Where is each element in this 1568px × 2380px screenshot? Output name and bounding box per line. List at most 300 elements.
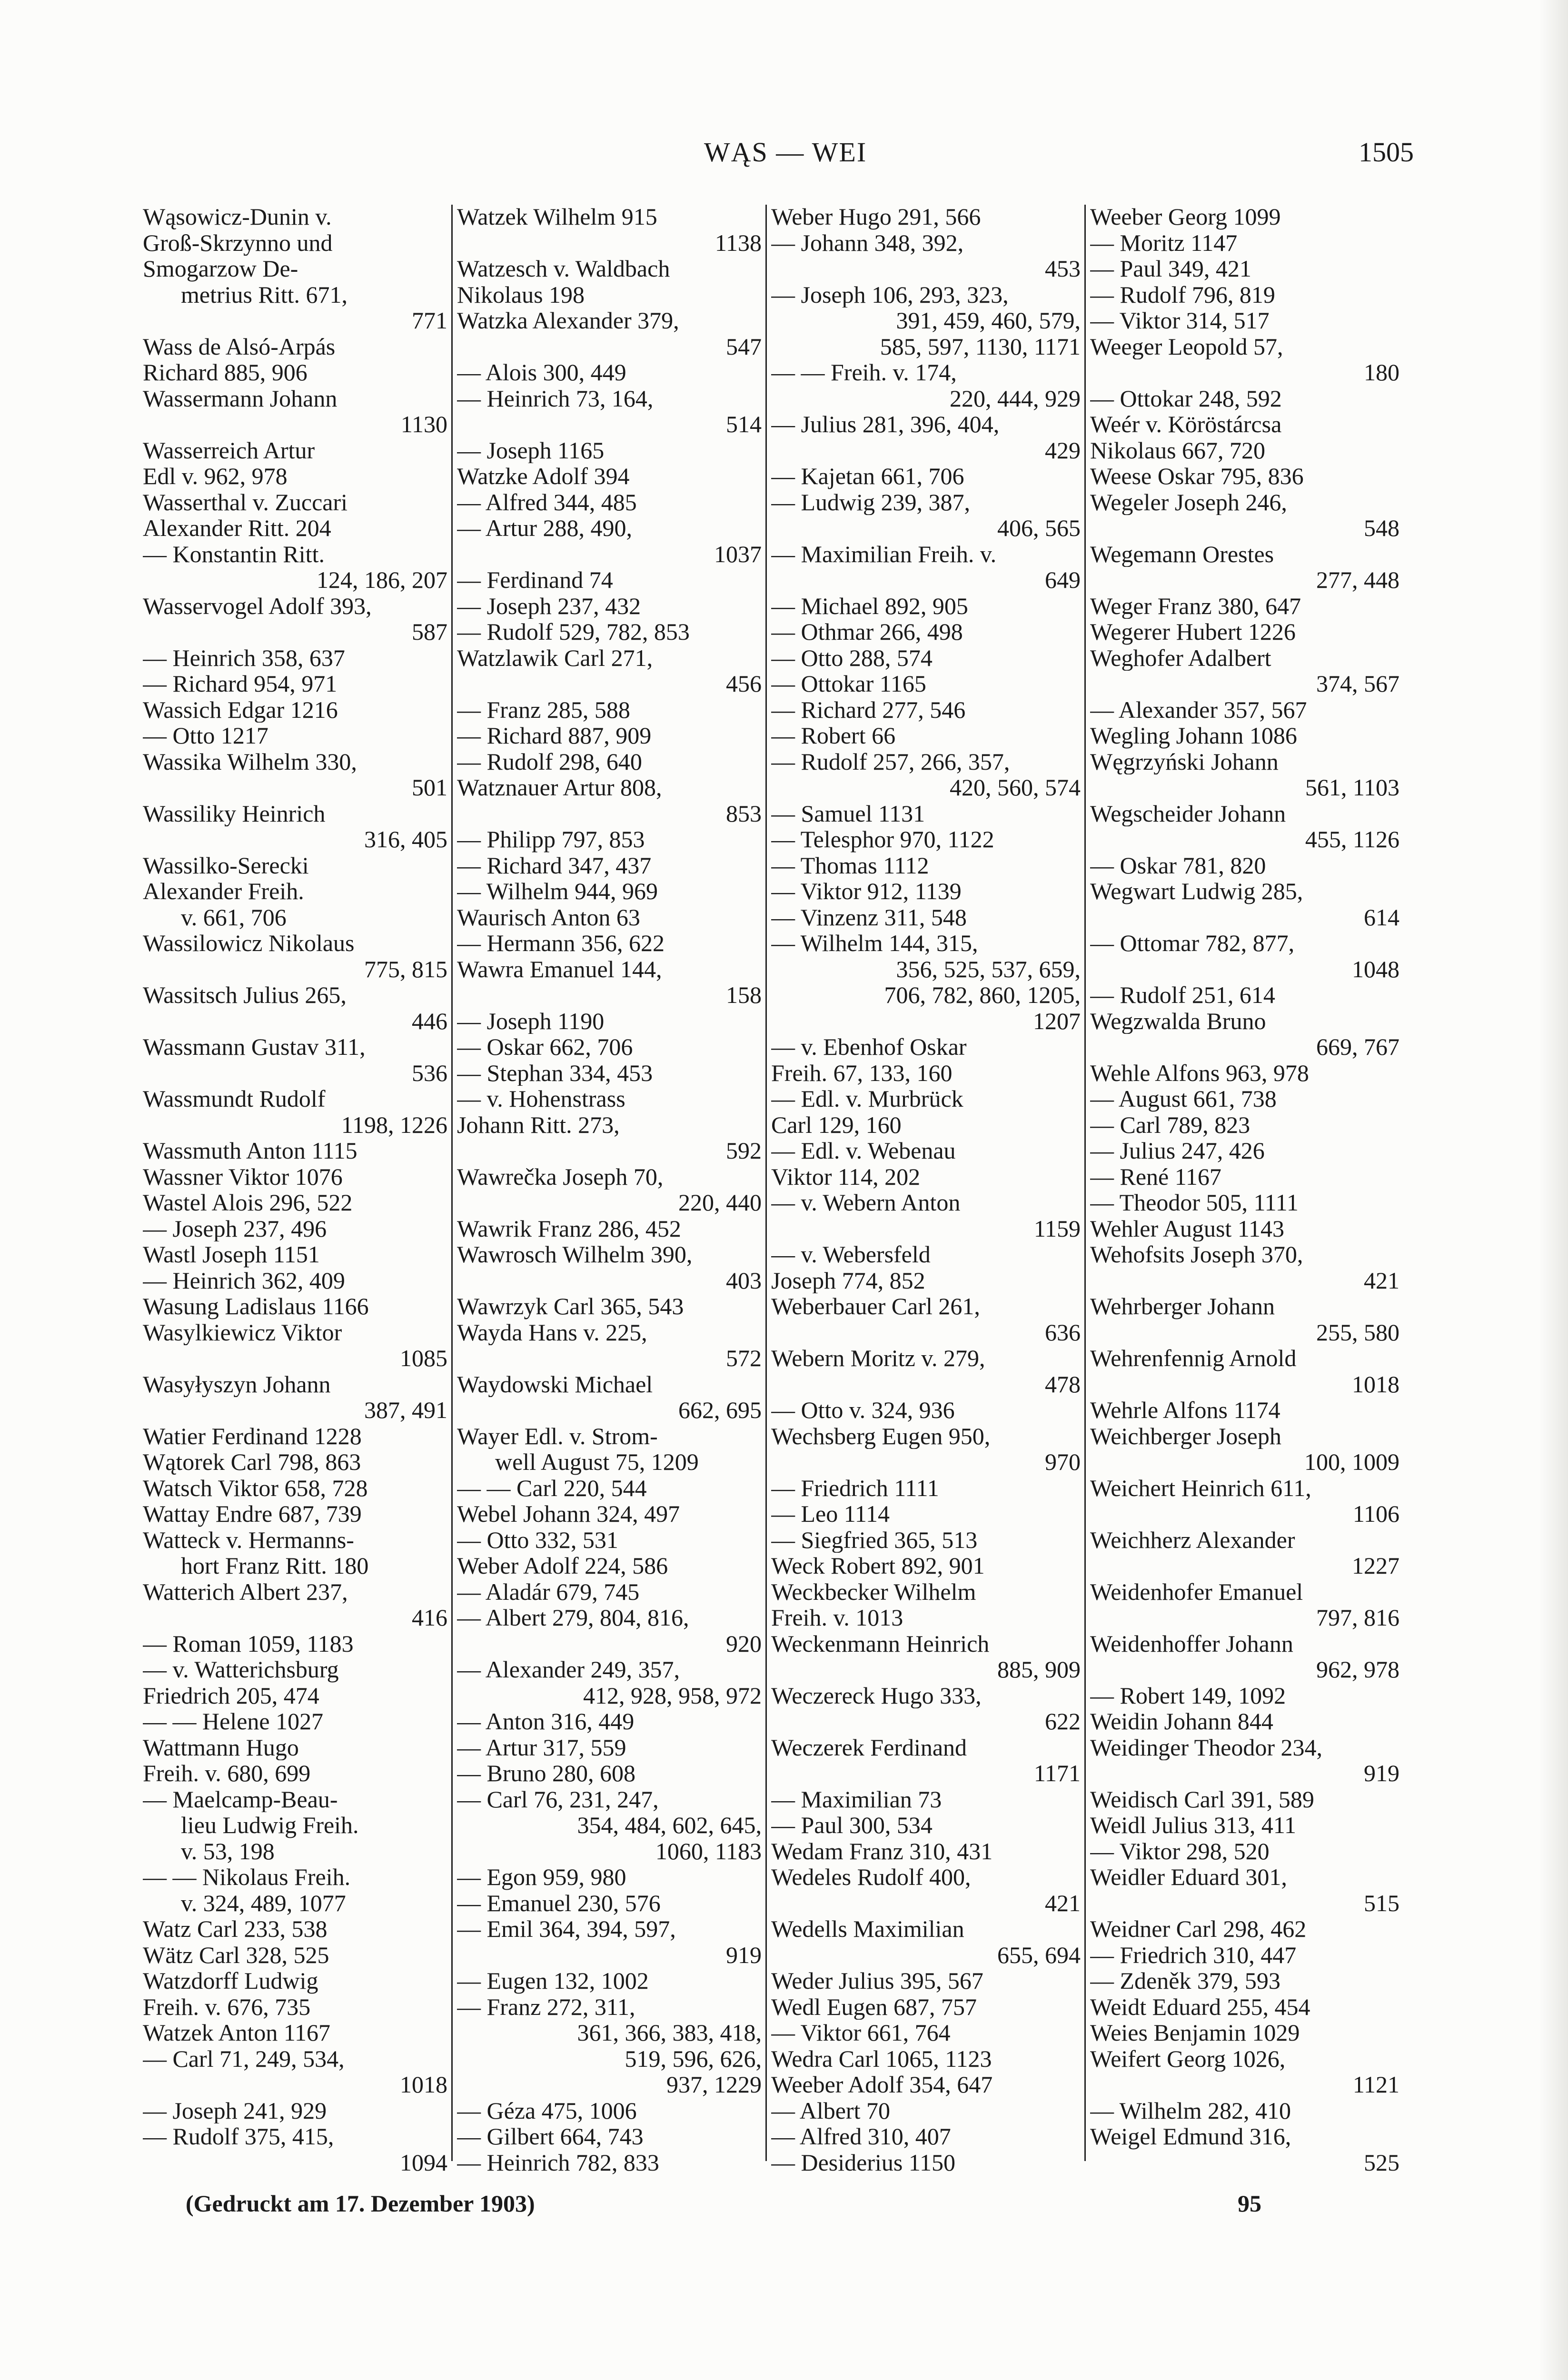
- index-entry-line: — René 1167: [1090, 1163, 1221, 1190]
- index-entry-line: — Géza 475, 1006: [457, 2097, 637, 2123]
- index-entry-line: — August 661, 738: [1090, 1086, 1277, 1112]
- index-entry-line: Wawrik Franz 286, 452: [457, 1215, 681, 1241]
- index-entry-line: Wehofsits Joseph 370,: [1090, 1241, 1303, 1268]
- index-entry-line: 412, 928, 958, 972: [583, 1682, 762, 1708]
- index-entry-line: — Robert 149, 1092: [1090, 1682, 1286, 1708]
- index-entry-line: 937, 1229: [666, 2072, 762, 2098]
- index-entry-line: Freih. v. 1013: [771, 1605, 903, 1631]
- index-entry-line: Wayda Hans v. 225,: [457, 1319, 647, 1345]
- index-entry-line: Carl 129, 160: [771, 1111, 902, 1138]
- index-entry-line: 636: [1045, 1319, 1081, 1345]
- index-entry-line: — — Freih. v. 174,: [771, 359, 957, 386]
- index-entry-line: Wassitsch Julius 265,: [143, 982, 347, 1008]
- index-entry-line: — Ottomar 782, 877,: [1090, 930, 1295, 956]
- index-entry-line: Weidenhoffer Johann: [1090, 1630, 1293, 1656]
- index-entry-line: — Alfred 310, 407: [771, 2123, 951, 2150]
- index-entry-line: — Wilhelm 944, 969: [457, 878, 658, 904]
- column-rule: [1084, 205, 1086, 2161]
- print-date: (Gedruckt am 17. Dezember 1903): [186, 2190, 535, 2217]
- index-entry-line: 277, 448: [1316, 567, 1399, 593]
- index-entry-line: Wasyłyszyn Johann: [143, 1371, 331, 1397]
- index-entry-line: Weeber Georg 1099: [1090, 204, 1281, 230]
- index-entry-line: — Julius 247, 426: [1090, 1138, 1265, 1164]
- index-entry-line: 420, 560, 574: [950, 774, 1081, 801]
- index-entry-line: Wedeles Rudolf 400,: [771, 1864, 971, 1890]
- index-entry-line: 1048: [1352, 956, 1399, 982]
- index-entry-line: — Otto 288, 574: [771, 645, 933, 671]
- index-entry-line: Watzke Adolf 394: [457, 463, 630, 489]
- column-1: [143, 204, 447, 2174]
- index-entry-line: 920: [726, 1630, 762, 1656]
- index-entry-line: 220, 440: [678, 1190, 762, 1216]
- index-entry-line: — v. Webersfeld: [771, 1241, 931, 1268]
- index-entry-line: Watzesch v. Waldbach: [457, 256, 670, 282]
- index-entry-line: Watsch Viktor 658, 728: [143, 1475, 368, 1501]
- index-entry-line: Weder Julius 395, 567: [771, 1968, 983, 1994]
- index-entry-line: 614: [1364, 904, 1399, 930]
- index-entry-line: Wawrzyk Carl 365, 543: [457, 1293, 684, 1319]
- index-entry-line: — Edl. v. Webenau: [771, 1138, 956, 1164]
- index-entry-line: Weér v. Köröstárcsa: [1090, 411, 1282, 437]
- index-entry-line: Wegerer Hubert 1226: [1090, 619, 1296, 645]
- index-entry-line: — Joseph 241, 929: [143, 2097, 327, 2123]
- index-entry-line: — Wilhelm 282, 410: [1090, 2097, 1291, 2123]
- index-entry-line: — Friedrich 1111: [771, 1475, 939, 1501]
- index-entry-line: Weichert Heinrich 611,: [1090, 1475, 1311, 1501]
- index-entry-line: 356, 525, 537, 659,: [896, 956, 1081, 982]
- index-entry-line: Weeber Adolf 354, 647: [771, 2072, 993, 2098]
- index-entry-line: — Alfred 344, 485: [457, 489, 637, 515]
- column-rule: [451, 205, 453, 2161]
- index-entry-line: Weberbauer Carl 261,: [771, 1293, 980, 1319]
- index-entry-line: 1207: [1033, 1008, 1081, 1034]
- index-entry-line: Weidl Julius 313, 411: [1090, 1812, 1297, 1838]
- index-entry-line: — — Carl 220, 544: [457, 1475, 647, 1501]
- index-entry-line: Weifert Georg 1026,: [1090, 2045, 1286, 2072]
- index-entry-line: 655, 694: [997, 1942, 1081, 1968]
- index-entry-line: Wawrosch Wilhelm 390,: [457, 1241, 693, 1268]
- index-entry-line: Wassmuth Anton 1115: [143, 1138, 357, 1164]
- column-3: [771, 204, 1081, 2174]
- index-entry-line: Weber Adolf 224, 586: [457, 1553, 668, 1579]
- index-entry-line: Weber Hugo 291, 566: [771, 204, 981, 230]
- index-entry-line: 416: [412, 1605, 447, 1631]
- index-entry-line: — v. Watterichsburg: [143, 1656, 339, 1683]
- index-entry-line: — Ludwig 239, 387,: [771, 489, 971, 515]
- index-entry-line: Wassilko-Serecki: [143, 852, 309, 878]
- index-entry-line: 919: [726, 1942, 762, 1968]
- index-entry-line: Freih. 67, 133, 160: [771, 1060, 953, 1086]
- page-header: [143, 136, 1428, 174]
- index-entry-line: — Egon 959, 980: [457, 1864, 626, 1890]
- index-entry-line: 662, 695: [678, 1397, 762, 1423]
- index-entry-line: Watzlawik Carl 271,: [457, 645, 653, 671]
- index-entry-line: — Zdeněk 379, 593: [1090, 1968, 1280, 1994]
- index-entry-line: Johann Ritt. 273,: [457, 1111, 620, 1138]
- index-entry-line: — Alexander 249, 357,: [457, 1656, 680, 1683]
- index-entry-line: — Desiderius 1150: [771, 2149, 955, 2174]
- index-entry-line: Wassilowicz Nikolaus: [143, 930, 355, 956]
- index-entry-line: — Viktor 298, 520: [1090, 1838, 1270, 1864]
- index-entry-line: — Joseph 237, 496: [143, 1215, 327, 1241]
- index-entry-line: — Edl. v. Murbrück: [771, 1086, 963, 1112]
- index-entry-line: — — Nikolaus Freih.: [143, 1864, 351, 1890]
- index-entry-line: Wedam Franz 310, 431: [771, 1838, 993, 1864]
- index-entry-line: — Hermann 356, 622: [457, 930, 665, 956]
- index-entry-line: — Joseph 1165: [457, 437, 605, 463]
- index-entry-line: — Carl 76, 231, 247,: [457, 1786, 659, 1812]
- index-entry-line: well August 75, 1209: [495, 1449, 699, 1475]
- index-entry-line: — Thomas 1112: [771, 852, 929, 878]
- index-entry-line: 456: [726, 671, 762, 697]
- index-entry-line: 1060, 1183: [655, 1838, 762, 1864]
- index-entry-line: 124, 186, 207: [317, 567, 447, 593]
- index-entry-line: — Julius 281, 396, 404,: [771, 411, 1000, 437]
- index-entry-line: Watteck v. Hermanns-: [143, 1527, 354, 1553]
- index-entry-line: 1094: [400, 2149, 447, 2174]
- index-entry-line: — Viktor 661, 764: [771, 2020, 951, 2046]
- index-entry-line: — Philipp 797, 853: [457, 826, 645, 853]
- index-entry-line: Wehrenfennig Arnold: [1090, 1345, 1297, 1371]
- index-entry-line: — Michael 892, 905: [771, 593, 968, 619]
- index-entry-line: — Rudolf 298, 640: [457, 748, 642, 774]
- index-entry-line: Watznauer Artur 808,: [457, 774, 662, 801]
- index-entry-line: 1227: [1352, 1553, 1399, 1579]
- index-entry-line: Wawrečka Joseph 70,: [457, 1163, 664, 1190]
- index-entry-line: Weghofer Adalbert: [1090, 645, 1271, 671]
- index-entry-line: Watzek Anton 1167: [143, 2020, 331, 2046]
- running-head: WĄS — WEI: [704, 137, 867, 168]
- index-entry-line: v. 324, 489, 1077: [181, 1890, 346, 1916]
- index-entry-line: Wasserthal v. Zuccari: [143, 489, 348, 515]
- index-entry-line: Wasylkiewicz Viktor: [143, 1319, 342, 1345]
- index-entry-line: — Otto 1217: [143, 723, 268, 749]
- index-entry-line: Weidin Johann 844: [1090, 1708, 1273, 1735]
- index-entry-line: — Bruno 280, 608: [457, 1760, 635, 1786]
- index-entry-line: Wedl Eugen 687, 757: [771, 1993, 977, 2020]
- index-entry-line: Wass de Alsó-Arpás: [143, 333, 336, 359]
- index-entry-line: Wątorek Carl 798, 863: [143, 1449, 361, 1475]
- index-entry-line: — Johann 348, 392,: [771, 229, 964, 256]
- index-entry-line: Wegling Johann 1086: [1090, 723, 1297, 749]
- index-entry-line: Watzdorff Ludwig: [143, 1968, 318, 1994]
- index-entry-line: Wegwart Ludwig 285,: [1090, 878, 1303, 904]
- index-entry-line: metrius Ritt. 671,: [181, 281, 347, 307]
- index-entry-line: 587: [412, 619, 447, 645]
- index-entry-line: Wassermann Johann: [143, 385, 337, 411]
- index-entry-line: — Oskar 662, 706: [457, 1034, 633, 1060]
- index-entry-line: Wehle Alfons 963, 978: [1090, 1060, 1309, 1086]
- index-entry-line: — Artur 317, 559: [457, 1734, 626, 1760]
- index-entry-line: 669, 767: [1316, 1034, 1399, 1060]
- index-entry-line: 1198, 1226: [341, 1111, 447, 1138]
- index-entry-line: — Maximilian 73: [771, 1786, 942, 1812]
- index-entry-line: — Anton 316, 449: [457, 1708, 635, 1735]
- index-entry-line: Weeger Leopold 57,: [1090, 333, 1283, 359]
- index-entry-line: — Rudolf 251, 614: [1090, 982, 1275, 1008]
- index-entry-line: 387, 491: [364, 1397, 447, 1423]
- column-rule: [765, 205, 767, 2161]
- index-entry-line: 797, 816: [1316, 1605, 1399, 1631]
- index-entry-line: Watzek Wilhelm 915: [457, 204, 657, 230]
- index-entry-line: hort Franz Ritt. 180: [181, 1553, 369, 1579]
- index-entry-line: Wassner Viktor 1076: [143, 1163, 343, 1190]
- index-entry-line: 585, 597, 1130, 1171: [880, 333, 1081, 359]
- index-entry-line: Wehrle Alfons 1174: [1090, 1397, 1280, 1423]
- index-entry-line: Weczerek Ferdinand: [771, 1734, 967, 1760]
- index-entry-line: — Alexander 357, 567: [1090, 696, 1307, 723]
- index-entry-line: Weidner Carl 298, 462: [1090, 1916, 1307, 1942]
- index-entry-line: Weese Oskar 795, 836: [1090, 463, 1304, 489]
- index-entry-line: 706, 782, 860, 1205,: [884, 982, 1081, 1008]
- index-entry-line: 100, 1009: [1304, 1449, 1399, 1475]
- index-entry-line: Nikolaus 198: [457, 281, 585, 307]
- index-entry-line: — v. Hohenstrass: [457, 1086, 625, 1112]
- index-entry-line: Groß-Skrzynno und: [143, 229, 333, 256]
- index-entry-line: Waurisch Anton 63: [457, 904, 640, 930]
- index-entry-line: Webel Johann 324, 497: [457, 1501, 680, 1527]
- index-entry-line: Waydowski Michael: [457, 1371, 653, 1397]
- index-entry-line: 354, 484, 602, 645,: [577, 1812, 762, 1838]
- index-entry-line: — Rudolf 529, 782, 853: [457, 619, 690, 645]
- index-entry-line: — Stephan 334, 453: [457, 1060, 653, 1086]
- index-entry-line: 421: [1364, 1267, 1399, 1293]
- index-entry-line: — Carl 789, 823: [1090, 1111, 1250, 1138]
- index-entry-line: — Friedrich 310, 447: [1090, 1942, 1297, 1968]
- index-entry-line: Wasserreich Artur: [143, 437, 315, 463]
- index-entry-line: 453: [1045, 256, 1081, 282]
- index-entry-line: Wassiliky Heinrich: [143, 800, 326, 826]
- index-entry-line: 548: [1364, 515, 1399, 541]
- index-entry-line: — Richard 347, 437: [457, 852, 652, 878]
- index-entry-line: Weidinger Theodor 234,: [1090, 1734, 1322, 1760]
- index-entry-line: 478: [1045, 1371, 1081, 1397]
- index-entry-line: Wegemann Orestes: [1090, 541, 1274, 567]
- index-entry-line: Wattmann Hugo: [143, 1734, 299, 1760]
- page-footer: [186, 2190, 1280, 2223]
- index-entry-line: Wattay Endre 687, 739: [143, 1501, 362, 1527]
- index-entry-line: 1130: [400, 411, 447, 437]
- index-entry-line: Smogarzow De-: [143, 256, 298, 282]
- index-entry-line: Joseph 774, 852: [771, 1267, 925, 1293]
- index-entry-line: — Aladár 679, 745: [457, 1578, 640, 1605]
- index-entry-line: 220, 444, 929: [950, 385, 1081, 411]
- index-entry-line: Weigel Edmund 316,: [1090, 2123, 1291, 2150]
- index-entry-line: Watterich Albert 237,: [143, 1578, 348, 1605]
- index-entry-line: Węgrzyński Johann: [1090, 748, 1279, 774]
- index-entry-line: Wätz Carl 328, 525: [143, 1942, 329, 1968]
- index-entry-line: — Otto 332, 531: [457, 1527, 618, 1553]
- index-entry-line: — Paul 349, 421: [1090, 256, 1251, 282]
- index-entry-line: 775, 815: [364, 956, 447, 982]
- index-entry-line: — Leo 1114: [771, 1501, 890, 1527]
- index-entry-line: 1138: [715, 229, 762, 256]
- index-entry-line: — Konstantin Ritt.: [143, 541, 325, 567]
- index-entry-line: lieu Ludwig Freih.: [181, 1812, 359, 1838]
- index-entry-line: 519, 596, 626,: [625, 2045, 762, 2072]
- index-entry-line: 361, 366, 383, 418,: [577, 2020, 762, 2046]
- index-entry-line: Watier Ferdinand 1228: [143, 1423, 362, 1449]
- index-entry-line: — Theodor 505, 1111: [1090, 1190, 1299, 1216]
- index-entry-line: — Moritz 1147: [1090, 229, 1238, 256]
- index-entry-line: — Franz 285, 588: [457, 696, 630, 723]
- index-entry-line: — Otto v. 324, 936: [771, 1397, 955, 1423]
- index-entry-line: Freih. v. 676, 735: [143, 1993, 311, 2020]
- index-entry-line: — Joseph 1190: [457, 1008, 605, 1034]
- index-entry-line: 885, 909: [997, 1656, 1081, 1683]
- column-4: [1090, 204, 1399, 2174]
- index-entry-line: 1018: [400, 2072, 447, 2098]
- index-entry-line: Wasservogel Adolf 393,: [143, 593, 372, 619]
- index-entry-line: — Heinrich 73, 164,: [457, 385, 654, 411]
- index-entry-line: 180: [1364, 359, 1399, 386]
- index-entry-line: Wastl Joseph 1151: [143, 1241, 320, 1268]
- index-entry-line: — Ferdinand 74: [457, 567, 613, 593]
- index-entry-line: 970: [1045, 1449, 1081, 1475]
- index-entry-line: Weczereck Hugo 333,: [771, 1682, 982, 1708]
- index-entry-line: Weichberger Joseph: [1090, 1423, 1281, 1449]
- index-entry-line: Nikolaus 667, 720: [1090, 437, 1266, 463]
- index-entry-line: Watzka Alexander 379,: [457, 307, 679, 334]
- index-entry-line: 592: [726, 1138, 762, 1164]
- index-entry-line: Wasung Ladislaus 1166: [143, 1293, 369, 1319]
- index-entry-line: — Eugen 132, 1002: [457, 1968, 649, 1994]
- index-entry-line: 1037: [714, 541, 762, 567]
- index-entry-line: 446: [412, 1008, 447, 1034]
- index-entry-line: 374, 567: [1316, 671, 1399, 697]
- index-entry-line: Wegeler Joseph 246,: [1090, 489, 1287, 515]
- index-entry-line: 1085: [400, 1345, 447, 1371]
- index-entry-line: — Kajetan 661, 706: [771, 463, 964, 489]
- index-entry-line: Wehler August 1143: [1090, 1215, 1284, 1241]
- index-entry-line: 255, 580: [1316, 1319, 1399, 1345]
- index-entry-line: — Emanuel 230, 576: [457, 1890, 661, 1916]
- index-entry-line: — Heinrich 362, 409: [143, 1267, 345, 1293]
- index-entry-line: Wassmann Gustav 311,: [143, 1034, 366, 1060]
- index-entry-line: — Oskar 781, 820: [1090, 852, 1266, 878]
- index-entry-line: Alexander Freih.: [143, 878, 304, 904]
- index-entry-line: — Viktor 912, 1139: [771, 878, 962, 904]
- index-entry-line: — Richard 887, 909: [457, 723, 652, 749]
- index-entry-line: 1121: [1352, 2072, 1399, 2098]
- index-entry-line: Wawra Emanuel 144,: [457, 956, 662, 982]
- index-entry-line: — Albert 279, 804, 816,: [457, 1605, 689, 1631]
- index-entry-line: Weger Franz 380, 647: [1090, 593, 1301, 619]
- index-entry-line: Webern Moritz v. 279,: [771, 1345, 985, 1371]
- index-entry-line: v. 53, 198: [181, 1838, 275, 1864]
- index-entry-line: — Rudolf 375, 415,: [143, 2123, 334, 2150]
- index-entry-line: 622: [1045, 1708, 1081, 1735]
- column-2: [457, 204, 762, 2174]
- index-entry-line: — Joseph 106, 293, 323,: [771, 281, 1009, 307]
- index-entry-line: 853: [726, 800, 762, 826]
- index-entry-line: Wedells Maximilian: [771, 1916, 964, 1942]
- index-entry-line: Weckbecker Wilhelm: [771, 1578, 976, 1605]
- page-number: 1505: [1359, 137, 1414, 168]
- index-entry-line: 1159: [1033, 1215, 1081, 1241]
- index-entry-line: Watz Carl 233, 538: [143, 1916, 327, 1942]
- index-entry-line: — Siegfried 365, 513: [771, 1527, 978, 1553]
- index-entry-line: — Alois 300, 449: [457, 359, 626, 386]
- index-entry-line: 501: [412, 774, 447, 801]
- index-entry-line: — Artur 288, 490,: [457, 515, 633, 541]
- index-entry-line: — Vinzenz 311, 548: [771, 904, 967, 930]
- index-entry-line: 547: [726, 333, 762, 359]
- index-entry-line: — Telesphor 970, 1122: [771, 826, 994, 853]
- index-entry-line: — Emil 364, 394, 597,: [457, 1916, 676, 1942]
- index-entry-line: Friedrich 205, 474: [143, 1682, 319, 1708]
- index-entry-line: — Rudolf 796, 819: [1090, 281, 1275, 307]
- index-entry-line: Freih. v. 680, 699: [143, 1760, 311, 1786]
- index-entry-line: Wehrberger Johann: [1090, 1293, 1275, 1319]
- index-entry-line: — Wilhelm 144, 315,: [771, 930, 978, 956]
- index-entry-line: Weidenhofer Emanuel: [1090, 1578, 1303, 1605]
- index-entry-line: 525: [1364, 2149, 1399, 2174]
- index-entry-line: — Viktor 314, 517: [1090, 307, 1270, 334]
- index-entry-line: — Joseph 237, 432: [457, 593, 641, 619]
- index-entry-line: — Samuel 1131: [771, 800, 925, 826]
- index-entry-line: Weckenmann Heinrich: [771, 1630, 990, 1656]
- index-entry-line: 561, 1103: [1305, 774, 1399, 801]
- index-entry-line: 536: [412, 1060, 447, 1086]
- index-entry-line: 1106: [1352, 1501, 1399, 1527]
- index-entry-line: — Richard 277, 546: [771, 696, 966, 723]
- index-entry-line: 403: [726, 1267, 762, 1293]
- index-entry-line: — Ottokar 248, 592: [1090, 385, 1282, 411]
- index-entry-line: — Carl 71, 249, 534,: [143, 2045, 345, 2072]
- index-entry-line: Wegscheider Johann: [1090, 800, 1286, 826]
- index-entry-line: 1171: [1033, 1760, 1081, 1786]
- index-entry-line: — Heinrich 358, 637: [143, 645, 345, 671]
- index-entry-line: Wedra Carl 1065, 1123: [771, 2045, 992, 2072]
- index-entry-line: — Ottokar 1165: [771, 671, 926, 697]
- index-entry-line: — Gilbert 664, 743: [457, 2123, 644, 2150]
- index-entry-line: — Maelcamp-Beau-: [143, 1786, 338, 1812]
- index-entry-line: Weidisch Carl 391, 589: [1090, 1786, 1314, 1812]
- index-entry-line: — Othmar 266, 498: [771, 619, 963, 645]
- index-entry-line: — Heinrich 782, 833: [457, 2149, 659, 2174]
- index-entry-line: Weidler Eduard 301,: [1090, 1864, 1287, 1890]
- index-entry-line: 962, 978: [1316, 1656, 1399, 1683]
- index-entry-line: Wassmundt Rudolf: [143, 1086, 326, 1112]
- index-entry-line: Weck Robert 892, 901: [771, 1553, 985, 1579]
- index-entry-line: Wegzwalda Bruno: [1090, 1008, 1266, 1034]
- signature-mark: 95: [1238, 2190, 1261, 2217]
- index-entry-line: Wastel Alois 296, 522: [143, 1190, 353, 1216]
- index-entry-line: — Albert 70: [771, 2097, 890, 2123]
- index-entry-line: — — Helene 1027: [143, 1708, 324, 1735]
- index-entry-line: Wayer Edl. v. Strom-: [457, 1423, 658, 1449]
- index-entry-line: Wassich Edgar 1216: [143, 696, 338, 723]
- index-entry-line: 406, 565: [997, 515, 1081, 541]
- index-entry-line: — Richard 954, 971: [143, 671, 337, 697]
- index-entry-line: 1018: [1352, 1371, 1399, 1397]
- index-entry-line: v. 661, 706: [181, 904, 287, 930]
- index-entry-line: — Franz 272, 311,: [457, 1993, 635, 2020]
- index-entry-line: Viktor 114, 202: [771, 1163, 921, 1190]
- index-entry-line: Weidt Eduard 255, 454: [1090, 1993, 1310, 2020]
- index-entry-line: 421: [1045, 1890, 1081, 1916]
- index-entry-line: Richard 885, 906: [143, 359, 308, 386]
- index-entry-line: Wąsowicz-Dunin v.: [143, 204, 332, 230]
- index-entry-line: 316, 405: [364, 826, 447, 853]
- index-entry-line: 771: [412, 307, 447, 334]
- index-entry-line: — Roman 1059, 1183: [143, 1630, 354, 1656]
- index-entry-line: — v. Ebenhof Oskar: [771, 1034, 967, 1060]
- index-entry-line: — Robert 66: [771, 723, 896, 749]
- index-entry-line: Wechsberg Eugen 950,: [771, 1423, 991, 1449]
- index-entry-line: 455, 1126: [1305, 826, 1399, 853]
